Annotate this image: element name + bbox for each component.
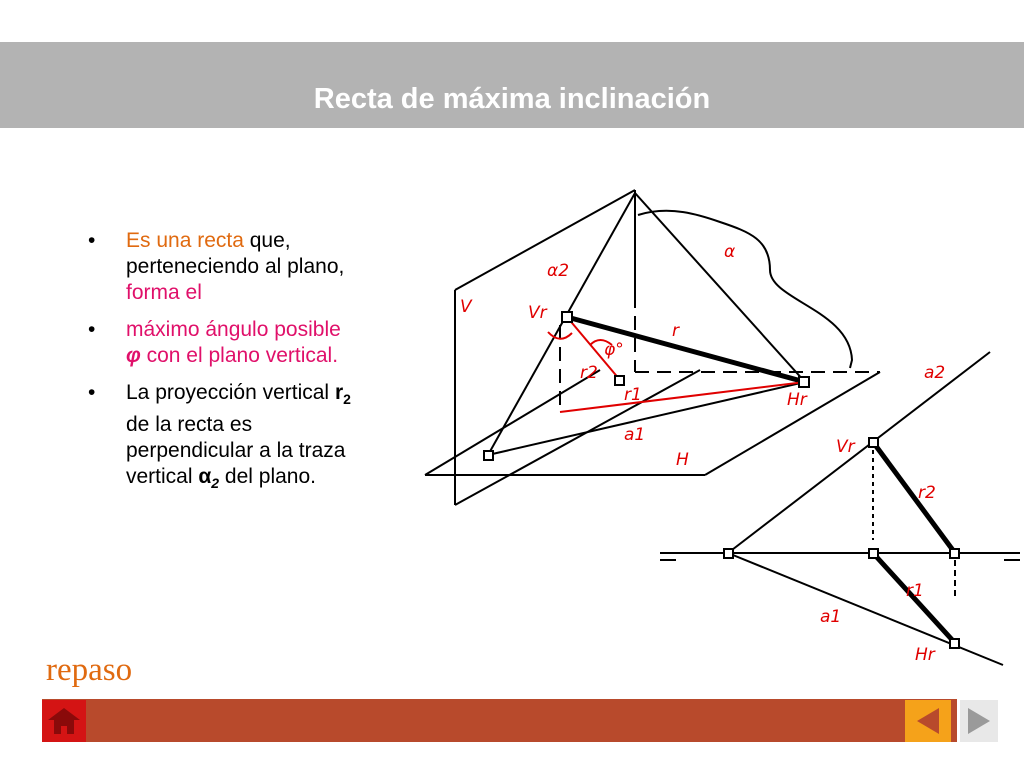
right-point-a [724, 549, 733, 558]
point-a1 [484, 451, 493, 460]
label-phi: φ° [604, 340, 624, 360]
point-hr [799, 377, 809, 387]
h-plane-right-edge [705, 372, 880, 475]
projection-r1 [560, 382, 805, 412]
bullet-text: con el plano vertical. [140, 344, 339, 367]
label-r: r [672, 321, 679, 341]
next-button[interactable] [960, 700, 998, 742]
label-h: H [676, 450, 689, 470]
right-point-r [869, 549, 878, 558]
alpha2-trace [488, 193, 635, 455]
label-vr: Vr [528, 303, 547, 323]
label-right-r1: r1 [906, 581, 924, 601]
previous-button[interactable] [905, 700, 951, 742]
label-alpha: α [724, 242, 736, 262]
alpha-subscript: 2 [211, 475, 220, 492]
h-plane-left-edge [425, 370, 600, 475]
page-title: Recta de máxima inclinación [313, 83, 711, 115]
bullet-text: del plano. [219, 465, 316, 489]
label-alpha2: α2 [547, 261, 570, 281]
point-vr [562, 312, 572, 322]
right-point-hr [950, 639, 959, 648]
bullet-text: forma el [126, 281, 202, 304]
bullet-marker: • [88, 229, 96, 252]
label-right-a1: a1 [820, 607, 842, 627]
bullet-text: Es una recta [126, 229, 244, 252]
label-right-a2: a2 [924, 363, 946, 383]
bullet-text: que, perteneciendo al plano, [126, 229, 345, 278]
right-alpha2-trace [728, 352, 990, 553]
bullet-marker: • [88, 381, 96, 404]
alpha-symbol: α [198, 465, 212, 489]
phi-symbol: φ [126, 344, 141, 367]
label-r2: r2 [580, 363, 598, 383]
label-right-vr: Vr [836, 437, 855, 457]
bullet-text: La proyección vertical [126, 381, 335, 404]
home-icon [42, 700, 86, 742]
label-hr: Hr [787, 390, 807, 410]
label-v: V [460, 297, 472, 317]
label-right-r2: r2 [918, 483, 936, 503]
r-symbol: r [334, 381, 344, 404]
right-line-r2 [873, 442, 955, 553]
point-r1 [615, 376, 624, 385]
right-point-vr [869, 438, 878, 447]
bullet-marker: • [88, 318, 96, 341]
bullet-text: de la recta es perpendicular a la traza vertical [126, 413, 346, 489]
right-a1-trace [728, 553, 1003, 665]
label-a1: a1 [624, 425, 646, 445]
arrow-left-icon [905, 700, 951, 742]
v-plane-bottom-edge [455, 370, 700, 505]
footer-bar [42, 699, 957, 742]
right-point-h [950, 549, 959, 558]
label-right-hr: Hr [915, 645, 935, 665]
arrow-right-icon [960, 700, 998, 742]
bullet-text: máximo ángulo posible [126, 318, 341, 341]
home-button[interactable] [42, 700, 86, 742]
r-subscript: 2 [343, 391, 351, 408]
repaso-link[interactable]: repaso [46, 652, 133, 688]
label-r1: r1 [624, 385, 642, 405]
